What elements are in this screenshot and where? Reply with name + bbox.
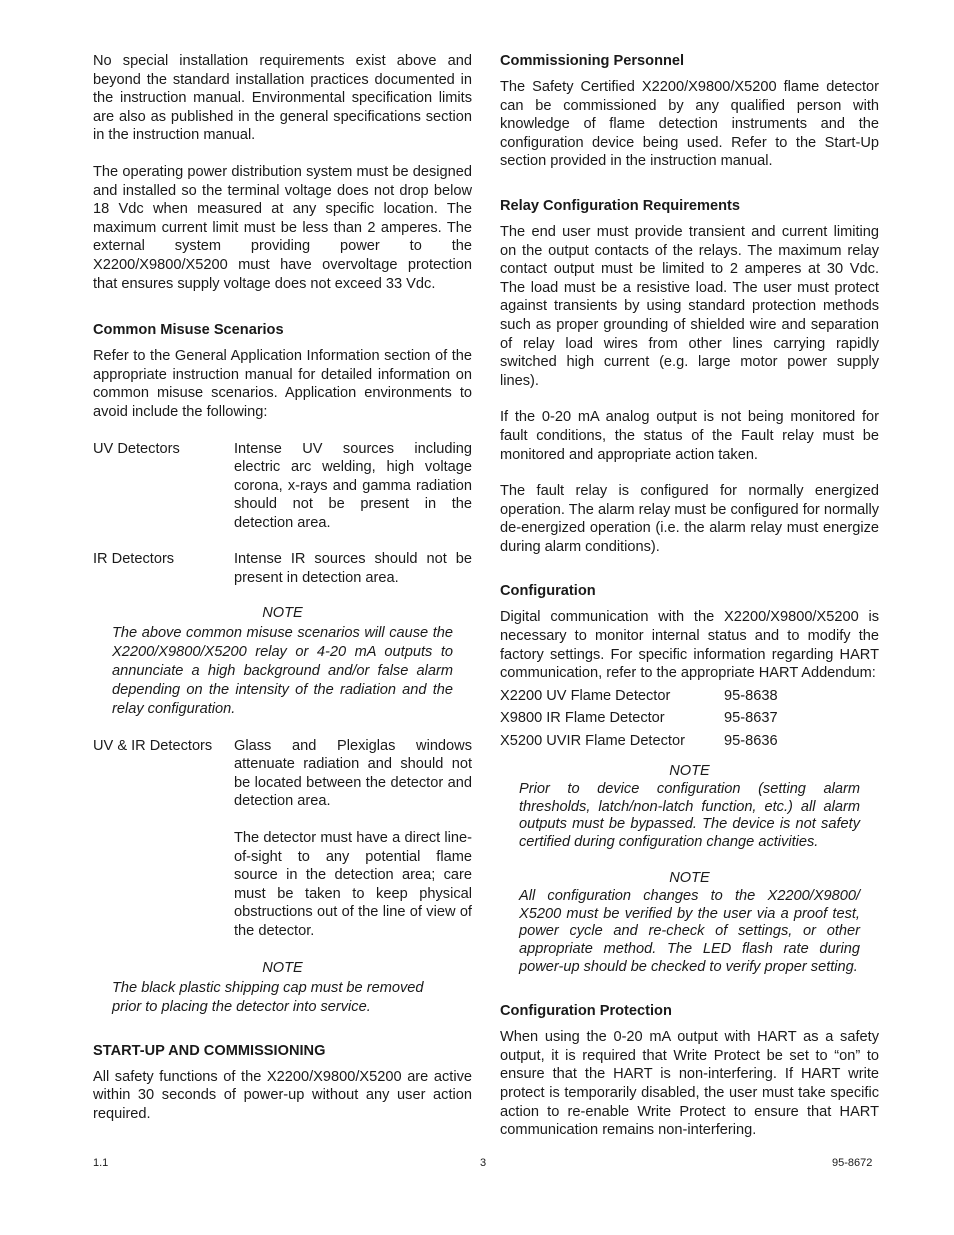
personnel-heading: Commissioning Personnel bbox=[500, 53, 685, 69]
right-column bbox=[500, 52, 879, 1140]
uv-detectors-entry bbox=[93, 440, 472, 533]
configuration-heading: Configuration bbox=[500, 583, 596, 600]
footer-page-number: 3 bbox=[480, 1157, 487, 1169]
addendum-name: X5200 UVIR Flame Detector bbox=[500, 733, 685, 750]
misuse-paragraph: Refer to the General Application Information section of the appropriate instruction manual for detailed information on common misuse scenarios. Application environments to avoid include the following: bbox=[93, 348, 472, 420]
uv-ir-detectors-desc-2: The detector must have a direct line-of-sight to any potential flame source in the detection area; care must be taken to keep physical obstructions out of the line of view of the detector. bbox=[234, 830, 472, 939]
note-4-label: NOTE bbox=[669, 869, 710, 886]
note-2-text: The black plastic shipping cap must be removed prior to placing the detector into service. bbox=[112, 979, 424, 1015]
addendum-row bbox=[500, 730, 879, 753]
uv-ir-detectors-desc-1: Glass and Plexiglas windows attenuate radiation and should not be located between the detector and detection area. bbox=[234, 737, 472, 810]
addendum-row bbox=[500, 685, 879, 708]
intro-paragraph-2: The operating power distribution system must be designed and installed so the terminal voltage does not drop below 18 Vdc when measured at any specific location. The maximum current limit must be less than 2 amperes. The external system providing power to the X2200/X9800/X5200 must have overvoltage protection that ensures supply voltage does not exceed 33 Vdc. bbox=[93, 163, 472, 292]
addendum-name: X2200 UV Flame Detector bbox=[500, 687, 671, 704]
addendum-name: X9800 IR Flame Detector bbox=[500, 710, 665, 727]
personnel-paragraph: The Safety Certified X2200/X9800/X5200 flame detector can be commissioned by any qualified person with knowledge of flame detection instruments and the configuration device being used. Refer to the Start-Up section provided in the instruction manual. bbox=[500, 79, 879, 170]
configuration-paragraph: Digital communication with the X2200/X9800/X5200 is necessary to monitor internal status and to modify the factory settings. For specific information regarding HART communication, refer to the appropriate HART Addendum: bbox=[500, 609, 879, 682]
addendum-number: 95-8636 bbox=[724, 733, 778, 750]
uv-ir-detectors-entry bbox=[93, 737, 472, 941]
relay-paragraph-3: The fault relay is configured for normally energized operation. The alarm relay must be configured for normally de-energized operation (i.e. the alarm relay must energize during alarm conditions). bbox=[500, 483, 879, 555]
addendum-row bbox=[500, 707, 879, 730]
addendum-list bbox=[500, 685, 879, 753]
misuse-heading: Common Misuse Scenarios bbox=[93, 322, 284, 339]
ir-detectors-term: IR Detectors bbox=[93, 551, 175, 568]
relay-paragraph-1: The end user must provide transient and current limiting on the output contacts of the relays. The maximum relay contact output must be limited to 2 amperes at 30 Vdc. The load must be a resistive load. The user must protect against transients by using standard protection methods such as proper grounding of shielded wire and separation of relay load wires from other lines carrying rapidly switched high current (e.g. large motor power supply lines). bbox=[500, 223, 879, 389]
protection-heading: Configuration Protection bbox=[500, 1003, 672, 1020]
uv-ir-detectors-term: UV & IR Detectors bbox=[93, 737, 213, 754]
note-1-text: The above common misuse scenarios will cause the X2200/X9800/X5200 relay or 4-20 mA outputs to annunciate a high background and/or false alarm depending on the intensity of the radiation and the relay configuration. bbox=[112, 624, 453, 717]
note-1-label: NOTE bbox=[262, 604, 303, 621]
intro-paragraph-1: No special installation requirements exist above and beyond the standard installation practices documented in the instruction manual. Environmental specification limits are also as published in the general specifications section in the instruction manual. bbox=[93, 53, 472, 144]
note-3-label: NOTE bbox=[669, 762, 710, 779]
addendum-number: 95-8637 bbox=[724, 710, 778, 727]
note-2-label: NOTE bbox=[262, 959, 303, 976]
note-4-text: All configuration changes to the X2200/X9800/ X5200 must be verified by the user via a proof test, power cycle and re-check of settings, or other appropriate method. The LED flash rate during power-up should be checked to verify proper setting. bbox=[519, 888, 860, 975]
footer-doc-number: 95-8672 bbox=[832, 1157, 873, 1169]
startup-paragraph: All safety functions of the X2200/X9800/X5200 are active within 30 seconds of power-up without any user action required. bbox=[93, 1068, 472, 1122]
uv-detectors-desc: Intense UV sources including electric arc welding, high voltage corona, x-rays and gamma radiation should not be present in the detection area. bbox=[234, 440, 472, 531]
ir-detectors-entry bbox=[93, 550, 472, 587]
uv-detectors-term: UV Detectors bbox=[93, 440, 180, 457]
ir-detectors-desc: Intense IR sources should not be present in detection area. bbox=[234, 551, 472, 587]
protection-paragraph: When using the 0-20 mA output with HART as a safety output, it is required that Write Protect be set to “on” to ensure that the HART is non-interfering. If HART write protect is temporarily disabled, the user must take specific action to re-enable Write Protect to ensure that HART communication remains non-interfering. bbox=[500, 1029, 879, 1139]
addendum-number: 95-8638 bbox=[724, 687, 778, 704]
footer-revision: 1.1 bbox=[93, 1157, 109, 1169]
note-3-text: Prior to device configuration (setting alarm thresholds, latch/non-latch function, etc.) all alarm outputs must be bypassed. The device is not safety certified during configuration change activities. bbox=[519, 781, 860, 850]
relay-paragraph-2: If the 0-20 mA analog output is not being monitored for fault conditions, the status of the Fault relay must be monitored and appropriate action taken. bbox=[500, 409, 879, 463]
left-column bbox=[93, 52, 472, 1123]
relay-heading: Relay Configuration Requirements bbox=[500, 197, 741, 214]
startup-heading: START-UP AND COMMISSIONING bbox=[93, 1042, 326, 1059]
